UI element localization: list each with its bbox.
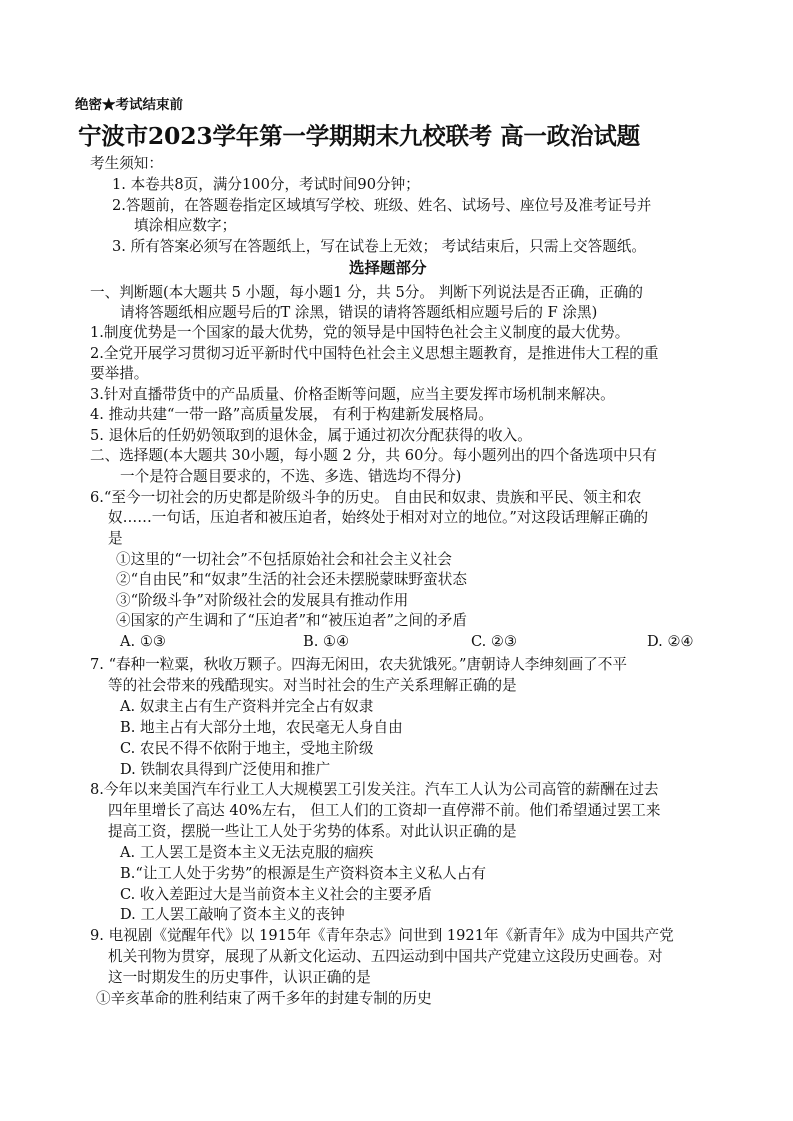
judgment-question: 3.针对直播带货中的产品质量、价格歪断等问题，应当主要发挥市场机制来解决。: [90, 386, 615, 403]
q6-option-d: D. ②④: [647, 633, 694, 650]
q8-option: B.“让工人处于劣势”的根源是生产资料资本主义私人占有: [120, 865, 486, 882]
q9-stem: 9. 电视剧《觉醒年代》以 1915年《青年杂志》问世到 1921年《新青年》成为中国共产党: [90, 927, 674, 944]
q6-statement: ④国家的产生调和了“压迫者”和“被压迫者”之间的矛盾: [116, 612, 467, 629]
part1-intro: 请将答题纸相应题号后的T 涂黑，错误的请将答题纸相应题号后的 F 涂黑): [120, 304, 598, 321]
q6-statement: ③“阶级斗争”对阶级社会的发展具有推动作用: [116, 592, 409, 609]
part2-intro: 一个是符合题目要求的，不选、多选、错选均不得分): [120, 468, 462, 485]
q8-option: D. 工人罢工敲响了资本主义的丧钟: [120, 906, 345, 923]
page-title: 宁波市2023学年第一学期期末九校联考 高一政治试题: [78, 122, 640, 150]
q6-option-c: C. ②③: [471, 633, 518, 650]
q8-option: A. 工人罢工是资本主义无法克服的痼疾: [120, 844, 374, 861]
q6-stem: 6.“至今一切社会的历史都是阶级斗争的历史。 自由民和奴隶、贵族和平民、领主和农: [90, 489, 642, 506]
notice-heading: 考生须知：: [90, 155, 163, 172]
judgment-question: 要举措。: [90, 365, 149, 382]
judgment-question: 2.全党开展学习贯彻习近平新时代中国特色社会主义思想主题教育，是推进伟大工程的重: [90, 345, 659, 362]
q7-option: B. 地主占有大部分土地，农民毫无人身自由: [120, 719, 403, 736]
q8-stem: 8.今年以来美国汽车行业工人大规模罢工引发关注。汽车工人认为公司高管的薪酬在过去: [90, 781, 659, 798]
q7-stem: 7. “春种一粒粟，秋收万颗子。四海无闲田，农夫犹饿死。”唐朝诗人李绅刻画了不平: [90, 656, 627, 673]
q7-option: D. 铁制农具得到广泛使用和推广: [120, 761, 331, 778]
judgment-question: 1.制度优势是一个国家的最大优势，党的领导是中国特色社会主义制度的最大优势。: [90, 324, 630, 341]
q9-statement: ①辛亥革命的胜利结束了两千多年的封建专制的历史: [96, 990, 432, 1007]
q8-option: C. 收入差距过大是当前资本主义社会的主要矛盾: [120, 886, 432, 903]
part2-intro: 二、选择题(本大题共 30小题，每小题 2 分，共 60分。每小题列出的四个备选项中只有: [90, 447, 657, 464]
q6-stem: 奴……一句话，压迫者和被压迫者，始终处于相对对立的地位。”对这段话理解正确的: [108, 509, 649, 526]
q8-stem: 提高工资，摆脱一些让工人处于劣势的体系。对此认识正确的是: [108, 823, 517, 840]
q6-options: [120, 632, 720, 652]
notice-item: 1. 本卷共8页，满分100分，考试时间90分钟；: [112, 176, 420, 193]
notice-item: 2.答题前，在答题卷指定区域填写学校、班级、姓名、试场号、座位号及准考证号并: [112, 197, 652, 214]
notice-item: 3. 所有答案必须写在答题纸上，写在试卷上无效； 考试结束后，只需上交答题纸。: [112, 238, 646, 255]
q9-stem: 这一时期发生的历史事件，认识正确的是: [108, 969, 371, 986]
q7-stem: 等的社会带来的残酷现实。对当时社会的生产关系理解正确的是: [108, 677, 517, 694]
q6-option-b: B. ①④: [303, 633, 350, 650]
judgment-question: 5. 退休后的任奶奶领取到的退休金，属于通过初次分配获得的收入。: [90, 427, 532, 444]
confidential-label: 绝密★考试结束前: [75, 97, 183, 113]
q6-statement: ②“自由民”和“奴隶”生活的社会还未摆脱蒙昧野蛮状态: [116, 571, 467, 588]
q7-option: A. 奴隶主占有生产资料并完全占有奴隶: [120, 698, 374, 715]
q8-stem: 四年里增长了高达 40%左右， 但工人们的工资却一直停滞不前。他们希望通过罢工来: [108, 802, 661, 819]
q9-stem: 机关刊物为贯穿，展现了从新文化运动、五四运动到中国共产党建立这段历史画卷。对: [108, 948, 663, 965]
q6-statement: ①这里的“一切社会”不包括原始社会和社会主义社会: [116, 551, 452, 568]
section-title: 选择题部分: [349, 258, 427, 277]
judgment-question: 4. 推动共建“一带一路”高质量发展， 有利于构建新发展格局。: [90, 406, 493, 423]
q7-option: C. 农民不得不依附于地主，受地主阶级: [120, 740, 374, 757]
q6-option-a: A. ①③: [120, 633, 166, 650]
notice-item: 填涂相应数字；: [134, 217, 237, 234]
q6-stem: 是: [108, 530, 123, 547]
part1-intro: 一、判断题(本大题共 5 小题，每小题1 分，共 5分。 判断下列说法是否正确，正确的: [90, 284, 643, 301]
